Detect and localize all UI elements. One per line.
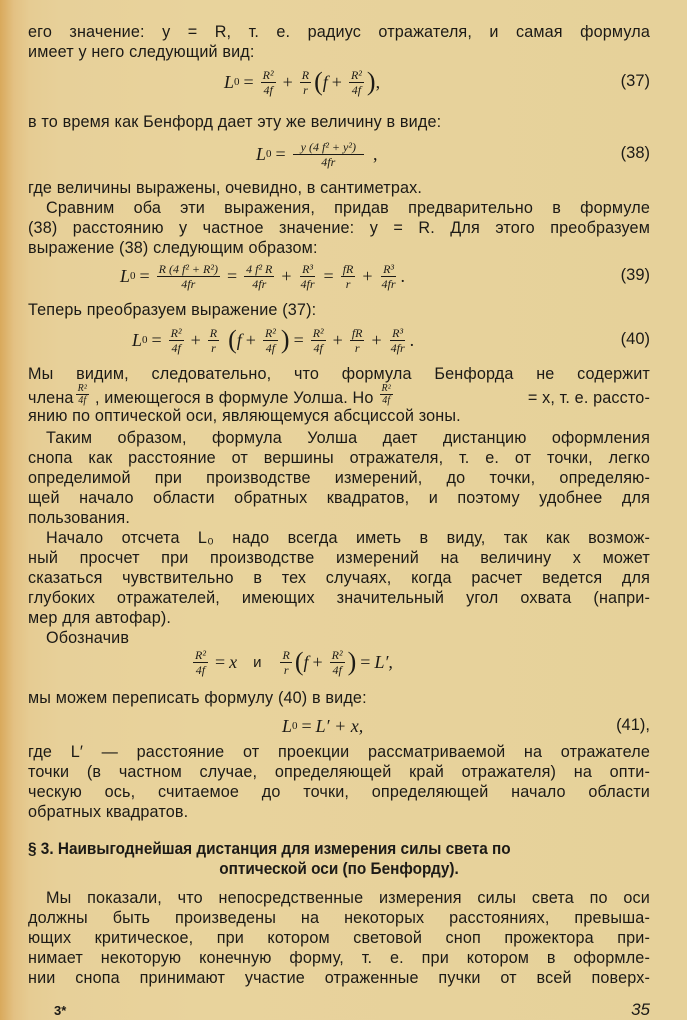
- fraction: $\frac{\text{y (4 f² + y²)}}{4fr}$: [293, 140, 364, 169]
- text-line: Начало отсчета L₀ надо всегда иметь в виду, так как возмож-: [46, 529, 650, 547]
- text-line: обратных квадратов.: [28, 803, 189, 821]
- text-line: янию по оптической оси, являющемуся абсциссой зоны.: [28, 407, 461, 425]
- section-heading: оптической оси (по Бенфорду).: [219, 860, 459, 878]
- text-line: где L′ — расстояние от проекции рассматриваемой на отражателе: [28, 743, 650, 761]
- text-line: мер для автофар).: [28, 609, 172, 627]
- eq-subscript: 0: [234, 76, 240, 88]
- signature-mark: 3*: [54, 1003, 67, 1018]
- equation-number: (37): [620, 72, 650, 90]
- text-line: ный просчет при производстве измерений на величину x может: [28, 549, 650, 567]
- text-line: Мы показали, что непосредственные измерения силы света по оси: [46, 889, 650, 907]
- text-line: щей начало области обратных квадратов, и поэтому удобнее для: [28, 489, 650, 507]
- text-line: ющих критическое, при котором световой сноп прожектора при-: [28, 929, 650, 947]
- equation-38: L 0 = $\frac{\text{y (4 f² + y²)}}{4fr}$ , (38): [256, 139, 650, 169]
- text-line: должны быть произведены на некоторых расстояниях, превыша-: [28, 909, 650, 927]
- text-line: имеет у него следующий вид:: [28, 43, 255, 61]
- text-line: Таким образом, формула Уолша дает дистанцию оформления: [46, 429, 650, 447]
- text-line: (38) расстоянию y частное значение: y = R. Для этого преобразуем: [28, 219, 650, 237]
- text-line: глубоких отражателей, имеющих значительный угол охвата (напри-: [28, 589, 650, 607]
- text-line: определимой при производстве измерений, до точки, определяю-: [28, 469, 650, 487]
- equation-number: (41),: [616, 716, 650, 734]
- text-line: Теперь преобразуем выражение (37):: [28, 301, 317, 319]
- equation-41: L 0 = L′ + x, (41),: [282, 715, 650, 736]
- section-heading: § 3. Наивыгоднейшая дистанция для измерения силы света по: [28, 840, 511, 858]
- text-line: Обозначив: [46, 629, 130, 647]
- text-line: где величины выражены, очевидно, в сантиметрах.: [28, 179, 423, 197]
- equation-40: L 0 = $\frac{\text{R²}}{4f}$ + $\frac{R}{r}$ ( f + $\frac{\text{R²}}{4f}$ ) = $\frac{\text{R²}}{4f}$ + $\frac{fR}{r}$ + $\frac{\text{R³}}{4fr}$ . (40): [132, 325, 650, 355]
- text-line: выражение (38) следующим образом:: [28, 239, 318, 257]
- equation-number: (40): [620, 330, 650, 348]
- eq-lhs: L: [224, 71, 235, 92]
- fraction: $\frac{R}{r}$: [301, 67, 310, 97]
- equation-definitions: $\frac{\text{R²}}{4f}$ = x и $\frac{R}{r}$ ( f + $\frac{\text{R²}}{4f}$ ) = L′,: [195, 647, 393, 677]
- text-line: в то время как Бенфорд дает эту же величину в виде:: [28, 113, 442, 131]
- text-line: его значение: y = R, т. е. радиус отражателя, и самая формула: [28, 23, 650, 41]
- equation-number: (39): [620, 266, 650, 284]
- fraction: $\frac{\text{R²}}{4f}$: [350, 67, 362, 97]
- equation-39: L 0 = $\frac{\text{R (4 f² + R²)}}{4fr}$ = $\frac{\text{4 f² R}}{4fr}$ + $\frac{\text{R³}}{4fr}$ = $\frac{fR}{r}$ + $\frac{\text{R³}}{4fr}$ . (39): [120, 261, 650, 291]
- text-line: мы можем переписать формулу (40) в виде:: [28, 689, 367, 707]
- text-line: пользования.: [28, 509, 130, 527]
- text-line: точки (в частном случае, определяющей край отражателя) на опти-: [28, 763, 650, 781]
- text-line: Сравним оба эти выражения, придав предварительно в формуле: [46, 199, 650, 217]
- text-line: сказаться чувствительно в тех случаях, когда расчет ведется для: [28, 569, 650, 587]
- equation-37: L 0 = $\frac{\text{R²}}{4f}$ + $\frac{R}{r}$ ( f + $\frac{\text{R²}}{4f}$ ) , (37): [224, 67, 650, 97]
- inline-fraction: $\frac{\text{R²}}{4f}$: [77, 383, 87, 406]
- text-line: нии снопа принимают участие отраженные пучки от всей поверх-: [28, 969, 650, 987]
- text-line: Мы видим, следовательно, что формула Бенфорда не содержит: [28, 365, 650, 383]
- text-line: нимает некоторую конечную форму, т. е. при котором в оформле-: [28, 949, 650, 967]
- page-number: 35: [631, 1000, 650, 1019]
- inline-fraction: $\frac{\text{R²}}{4f}$: [381, 383, 391, 406]
- fraction: $\frac{\text{R²}}{4f}$: [262, 67, 274, 97]
- text-line: ческую ось, считаемое до точки, определяющей начало области: [28, 783, 650, 801]
- text-line-with-fractions: члена $\frac{\text{R²}}{4f}$ , имеющегося в формуле Уолша. Но $\frac{\text{R²}}{4f}$ = x, т. е. рассто-: [28, 383, 650, 407]
- text-line: снопа как расстояние от вершины отражателя, т. е. от точки, легко: [28, 449, 650, 467]
- equation-number: (38): [620, 144, 650, 162]
